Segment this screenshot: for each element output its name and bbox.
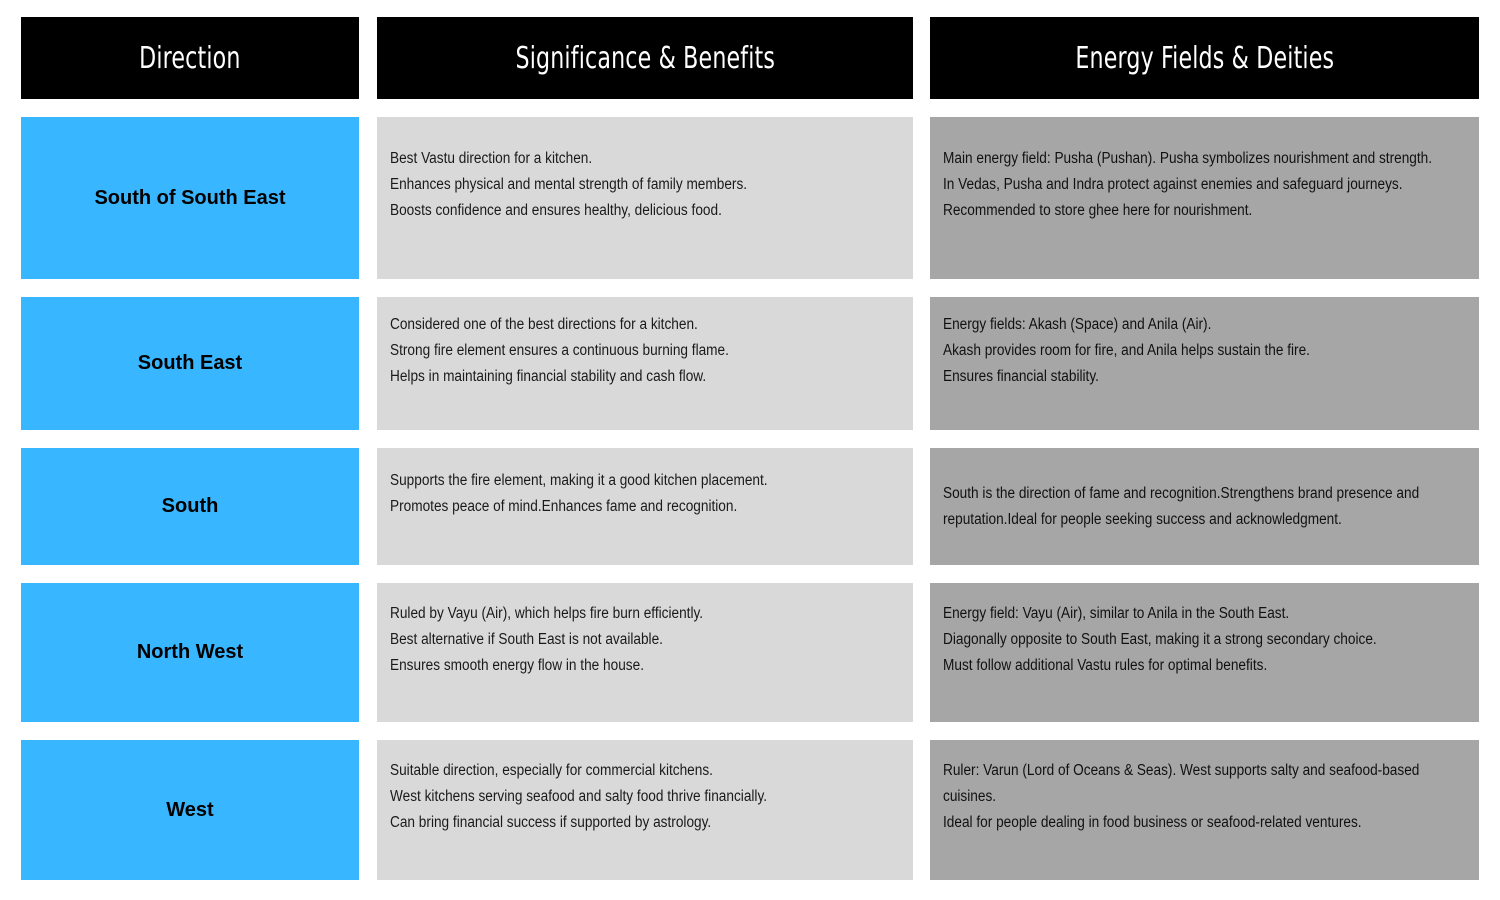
- energy-line: Recommended to store ghee here for nourishment.: [943, 202, 1253, 219]
- energy-text: [943, 312, 1469, 390]
- energy-line: Ensures financial stability.: [943, 368, 1099, 385]
- significance-line: Ensures smooth energy flow in the house.: [390, 657, 645, 674]
- header-direction-label: Direction: [139, 40, 241, 76]
- significance-line: Considered one of the best directions for a kitchen.: [390, 316, 698, 333]
- significance-line: Promotes peace of mind.Enhances fame and recognition.: [390, 498, 738, 515]
- significance-line: West kitchens serving seafood and salty food thrive financially.: [390, 788, 768, 805]
- direction-label: North West: [136, 641, 244, 663]
- energy-paragraph: Ruler: Varun (Lord of Oceans & Seas). West supports salty and seafood-based cuisines.: [943, 762, 1420, 805]
- direction-cell-south-of-south-east: [21, 117, 359, 279]
- significance-line: Suitable direction, especially for commercial kitchens.: [390, 762, 713, 779]
- energy-text: [943, 601, 1469, 679]
- energy-line: Ideal for people dealing in food business or seafood-related ventures.: [943, 814, 1362, 831]
- significance-text: [390, 601, 903, 679]
- significance-cell-south-east: [377, 297, 913, 430]
- energy-paragraph: South is the direction of fame and recognition.Strengthens brand presence and reputation.Ideal for people seeking success and acknowledgment.: [943, 485, 1420, 528]
- direction-cell-south: [21, 448, 359, 565]
- direction-cell-west: [21, 740, 359, 880]
- energy-line: Energy field: Vayu (Air), similar to Anila in the South East.: [943, 605, 1290, 622]
- energy-cell-south: [930, 448, 1479, 565]
- significance-line: Can bring financial success if supported by astrology.: [390, 814, 712, 831]
- header-significance-label: Significance & Benefits: [515, 40, 775, 76]
- direction-cell-north-west: [21, 583, 359, 722]
- energy-text: [943, 146, 1469, 224]
- direction-label: South East: [137, 352, 243, 374]
- direction-label: West: [166, 798, 214, 821]
- significance-text: [390, 468, 903, 520]
- energy-text: [943, 481, 1469, 533]
- energy-cell-west: [930, 740, 1479, 880]
- significance-line: Ruled by Vayu (Air), which helps fire burn efficiently.: [390, 605, 704, 622]
- significance-text: [390, 312, 903, 390]
- header-significance: [377, 17, 913, 99]
- header-direction: [21, 17, 359, 99]
- significance-line: Enhances physical and mental strength of family members.: [390, 176, 748, 193]
- header-energy-label: Energy Fields & Deities: [1075, 40, 1334, 76]
- energy-cell-south-east: [930, 297, 1479, 430]
- energy-line: Energy fields: Akash (Space) and Anila (Air).: [943, 316, 1212, 333]
- energy-line: Diagonally opposite to South East, making it a strong secondary choice.: [943, 631, 1377, 648]
- energy-text: [943, 758, 1469, 836]
- significance-text: [390, 146, 903, 224]
- energy-line: Must follow additional Vastu rules for optimal benefits.: [943, 657, 1268, 674]
- significance-line: Best Vastu direction for a kitchen.: [390, 150, 593, 167]
- significance-cell-north-west: [377, 583, 913, 722]
- energy-line: Akash provides room for fire, and Anila helps sustain the fire.: [943, 342, 1310, 359]
- direction-label: South: [161, 495, 219, 517]
- energy-cell-north-west: [930, 583, 1479, 722]
- significance-line: Strong fire element ensures a continuous burning flame.: [390, 342, 729, 359]
- direction-label: South of South East: [94, 186, 286, 209]
- energy-cell-south-of-south-east: [930, 117, 1479, 279]
- significance-line: Helps in maintaining financial stability and cash flow.: [390, 368, 707, 385]
- direction-cell-south-east: [21, 297, 359, 430]
- significance-cell-south-of-south-east: [377, 117, 913, 279]
- significance-text: [390, 758, 903, 836]
- significance-line: Supports the fire element, making it a good kitchen placement.: [390, 472, 768, 489]
- significance-line: Best alternative if South East is not available.: [390, 631, 663, 648]
- energy-line: In Vedas, Pusha and Indra protect against enemies and safeguard journeys.: [943, 176, 1403, 193]
- energy-line: Main energy field: Pusha (Pushan). Pusha symbolizes nourishment and strength.: [943, 150, 1433, 167]
- header-energy: [930, 17, 1479, 99]
- significance-cell-west: [377, 740, 913, 880]
- significance-cell-south: [377, 448, 913, 565]
- significance-line: Boosts confidence and ensures healthy, delicious food.: [390, 202, 722, 219]
